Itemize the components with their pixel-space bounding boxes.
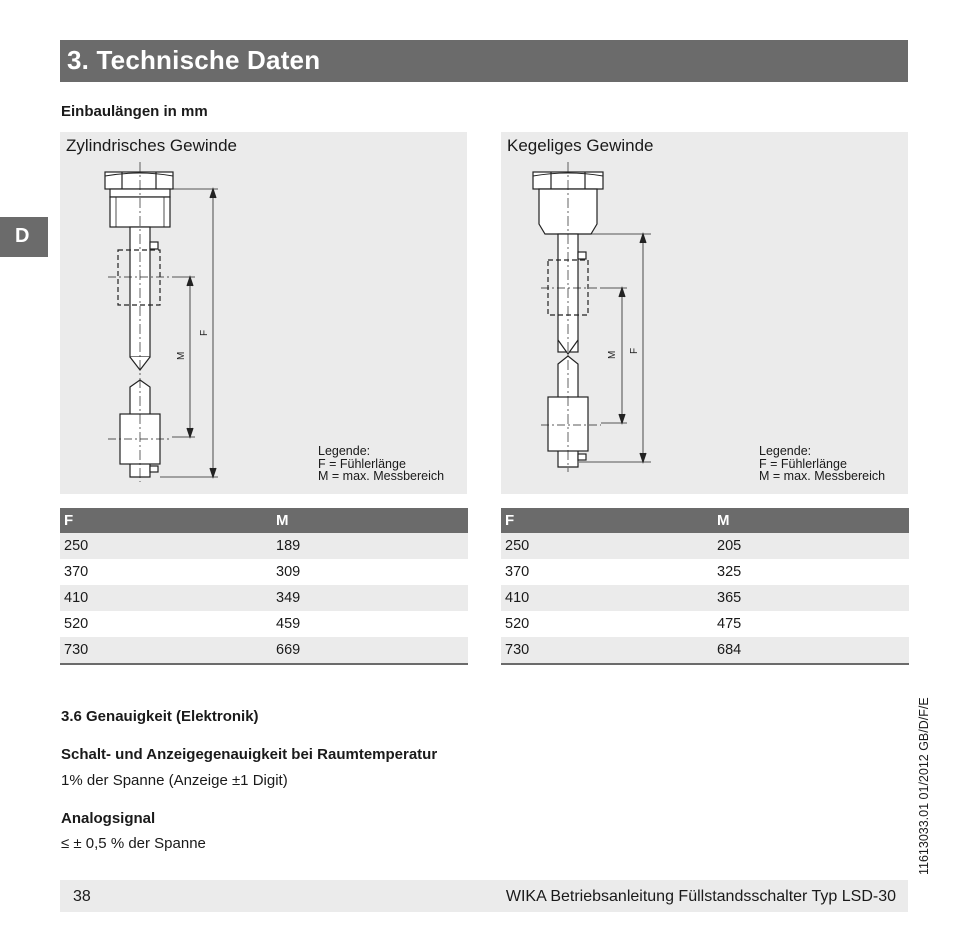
cylindrical-thread-panel <box>60 132 467 494</box>
column-header-f: F <box>501 508 713 533</box>
cell-f: 520 <box>64 616 89 632</box>
cell-f: 250 <box>60 533 272 559</box>
table-row <box>60 611 468 637</box>
cell-m: 669 <box>272 637 468 664</box>
column-header-m: M <box>272 508 468 533</box>
cell-f: 520 <box>505 616 530 632</box>
cell-f: 730 <box>60 637 272 664</box>
cell-m: 189 <box>272 533 468 559</box>
dimension-m-label: M <box>607 350 618 359</box>
installation-lengths-heading: Einbaulängen in mm <box>61 103 208 120</box>
cell-m: 475 <box>717 616 742 632</box>
legend-m: M = max. Messbereich <box>759 469 886 483</box>
column-header-m: M <box>713 508 909 533</box>
dimension-m-label: M <box>176 351 187 360</box>
cell-m: 459 <box>276 616 301 632</box>
cylindrical-dimensions-table <box>60 508 468 665</box>
document-code: 11613033.01 01/2012 GB/D/F/E <box>917 697 931 875</box>
cell-m: 349 <box>272 585 468 611</box>
cell-f: 410 <box>501 585 713 611</box>
table-row <box>501 585 909 611</box>
cell-f: 250 <box>501 533 713 559</box>
legend-f: F = Fühlerlänge <box>759 456 847 471</box>
switch-accuracy-text: 1% der Spanne (Anzeige ±1 Digit) <box>61 772 288 789</box>
legend-f: F = Fühlerlänge <box>318 456 406 471</box>
analog-signal-heading: Analogsignal <box>61 810 156 827</box>
cell-m: 365 <box>713 585 909 611</box>
accuracy-section-title: 3.6 Genauigkeit (Elektronik) <box>61 708 259 725</box>
table-row <box>501 611 909 637</box>
language-tab <box>0 217 48 257</box>
section-title: 3. Technische Daten <box>67 45 321 75</box>
legend-title: Legende: <box>759 444 812 458</box>
cell-f: 730 <box>501 637 713 664</box>
table-row <box>60 637 468 664</box>
table-row <box>501 559 909 585</box>
cell-m: 684 <box>713 637 909 664</box>
table-row <box>60 585 468 611</box>
legend-m: M = max. Messbereich <box>318 469 445 483</box>
tapered-thread-panel <box>501 132 908 494</box>
panel-title: Zylindrisches Gewinde <box>66 136 238 155</box>
page-number: 38 <box>73 888 91 905</box>
cell-m: 325 <box>717 564 742 580</box>
legend-title: Legende: <box>318 444 371 458</box>
page-footer <box>60 880 908 912</box>
analog-signal-text: ≤ ± 0,5 % der Spanne <box>61 835 206 852</box>
section-header <box>60 40 908 82</box>
legend <box>759 445 885 483</box>
dimension-f-label: F <box>199 329 210 336</box>
table-row <box>60 559 468 585</box>
cell-m: 205 <box>713 533 909 559</box>
table-row <box>501 637 909 664</box>
cell-m: 309 <box>276 564 301 580</box>
dimension-f-label: F <box>629 347 640 354</box>
cell-f: 370 <box>64 564 89 580</box>
table-row <box>501 533 909 559</box>
language-tab-label: D <box>15 225 30 247</box>
tapered-thread-drawing <box>501 132 908 494</box>
panel-title: Kegeliges Gewinde <box>507 136 654 155</box>
footer-text: WIKA Betriebsanleitung Füllstandsschalter Typ LSD-30 <box>505 888 896 905</box>
cell-f: 410 <box>60 585 272 611</box>
column-header-f: F <box>60 508 272 533</box>
table-row <box>60 533 468 559</box>
cell-f: 370 <box>505 564 530 580</box>
tapered-dimensions-table <box>501 508 909 665</box>
switch-accuracy-heading: Schalt- und Anzeigegenauigkeit bei Raumtemperatur <box>61 746 438 763</box>
legend <box>318 445 444 483</box>
cylindrical-thread-drawing <box>60 132 467 494</box>
